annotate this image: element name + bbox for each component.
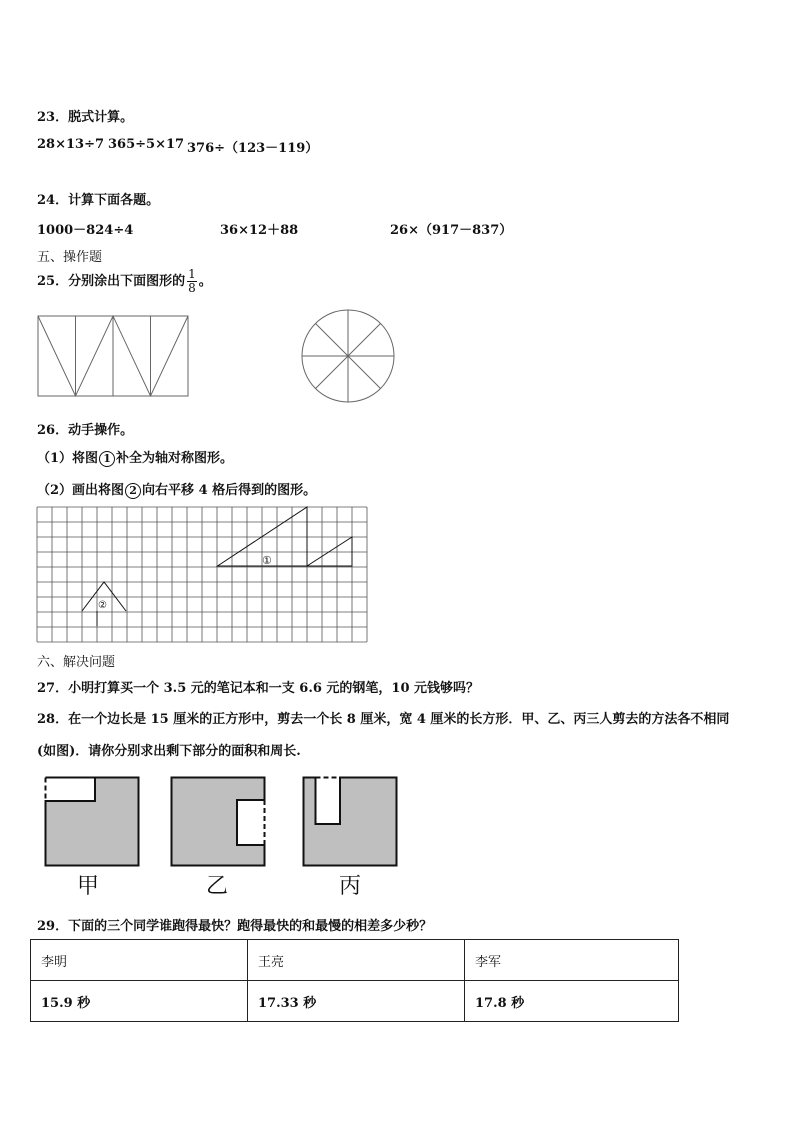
grid-figure <box>36 506 370 644</box>
table-cell-name: 李明 <box>31 940 248 981</box>
table-cell-name: 王亮 <box>248 940 465 981</box>
table-row <box>31 940 679 981</box>
table-cell-name: 李军 <box>465 940 679 981</box>
fraction-denominator: 8 <box>188 281 196 295</box>
shape-label-bing: 丙 <box>339 874 362 899</box>
shape-yi <box>170 776 266 868</box>
q25-prefix: 25．分别涂出下面图形的 <box>37 274 186 289</box>
q23-expr-2: 365÷5×17 <box>108 137 185 152</box>
shape-2-label: ② <box>98 600 107 611</box>
q26-sub1-suffix: 补全为轴对称图形。 <box>116 451 234 466</box>
fraction-one-eighth <box>187 268 197 295</box>
q25-suffix: 。 <box>198 274 212 289</box>
q26-sub1 <box>37 447 233 467</box>
table-row <box>31 981 679 1022</box>
q24-expr-3: 26×（917－837） <box>390 223 513 238</box>
q28-line-1: 28．在一个边长是 15 厘米的正方形中，剪去一个长 8 厘米，宽 4 厘米的长方形．甲、乙、丙三人剪去的方法各不相同 <box>37 712 730 727</box>
q27-text: 27．小明打算买一个 3.5 元的笔记本和一支 6.6 元的钢笔，10 元钱够吗？ <box>37 681 480 696</box>
grid-lines <box>37 507 367 642</box>
q26-sub1-prefix: （1）将图 <box>37 451 99 466</box>
q26-title: 26．动手操作。 <box>37 423 134 438</box>
q29-title: 29．下面的三个同学谁跑得最快？跑得最快的和最慢的相差多少秒？ <box>37 919 433 934</box>
shape-label-yi: 乙 <box>206 874 229 899</box>
shape-label-jia: 甲 <box>77 874 100 899</box>
rectangle-eighths-figure <box>36 314 192 398</box>
q23-expr-1: 28×13÷7 <box>37 137 105 152</box>
shape-1-label: ① <box>262 554 272 567</box>
table-cell-time: 15.9 秒 <box>31 981 248 1022</box>
q24-expr-2: 36×12＋88 <box>220 223 299 238</box>
shape-1-small-triangle <box>307 537 352 566</box>
q26-sub2-suffix: 向右平移 4 格后得到的图形。 <box>142 483 317 498</box>
fraction-numerator: 1 <box>188 267 196 281</box>
table-cell-time: 17.33 秒 <box>248 981 465 1022</box>
speed-table <box>30 939 679 1022</box>
section-6-heading: 六、解决问题 <box>37 655 116 670</box>
circle-eighths-figure <box>300 309 398 403</box>
q24-expr-1: 1000－824÷4 <box>37 223 134 238</box>
section-5-heading: 五、操作题 <box>37 250 103 265</box>
q23-title: 23．脱式计算。 <box>37 110 134 125</box>
q26-sub2-prefix: （2）画出将图 <box>37 483 125 498</box>
q25-title <box>37 268 212 296</box>
shape-jia <box>44 776 140 868</box>
shape-bing <box>302 776 398 868</box>
table-cell-time: 17.8 秒 <box>465 981 679 1022</box>
q23-expr-3: 376÷（123－119） <box>187 141 319 156</box>
q28-line-2: (如图)．请你分别求出剩下部分的面积和周长. <box>37 744 301 759</box>
circled-number-2: 2 <box>125 483 141 499</box>
q24-title: 24．计算下面各题。 <box>37 193 160 208</box>
q26-sub2 <box>37 479 316 499</box>
circled-number-1: 1 <box>99 451 115 467</box>
